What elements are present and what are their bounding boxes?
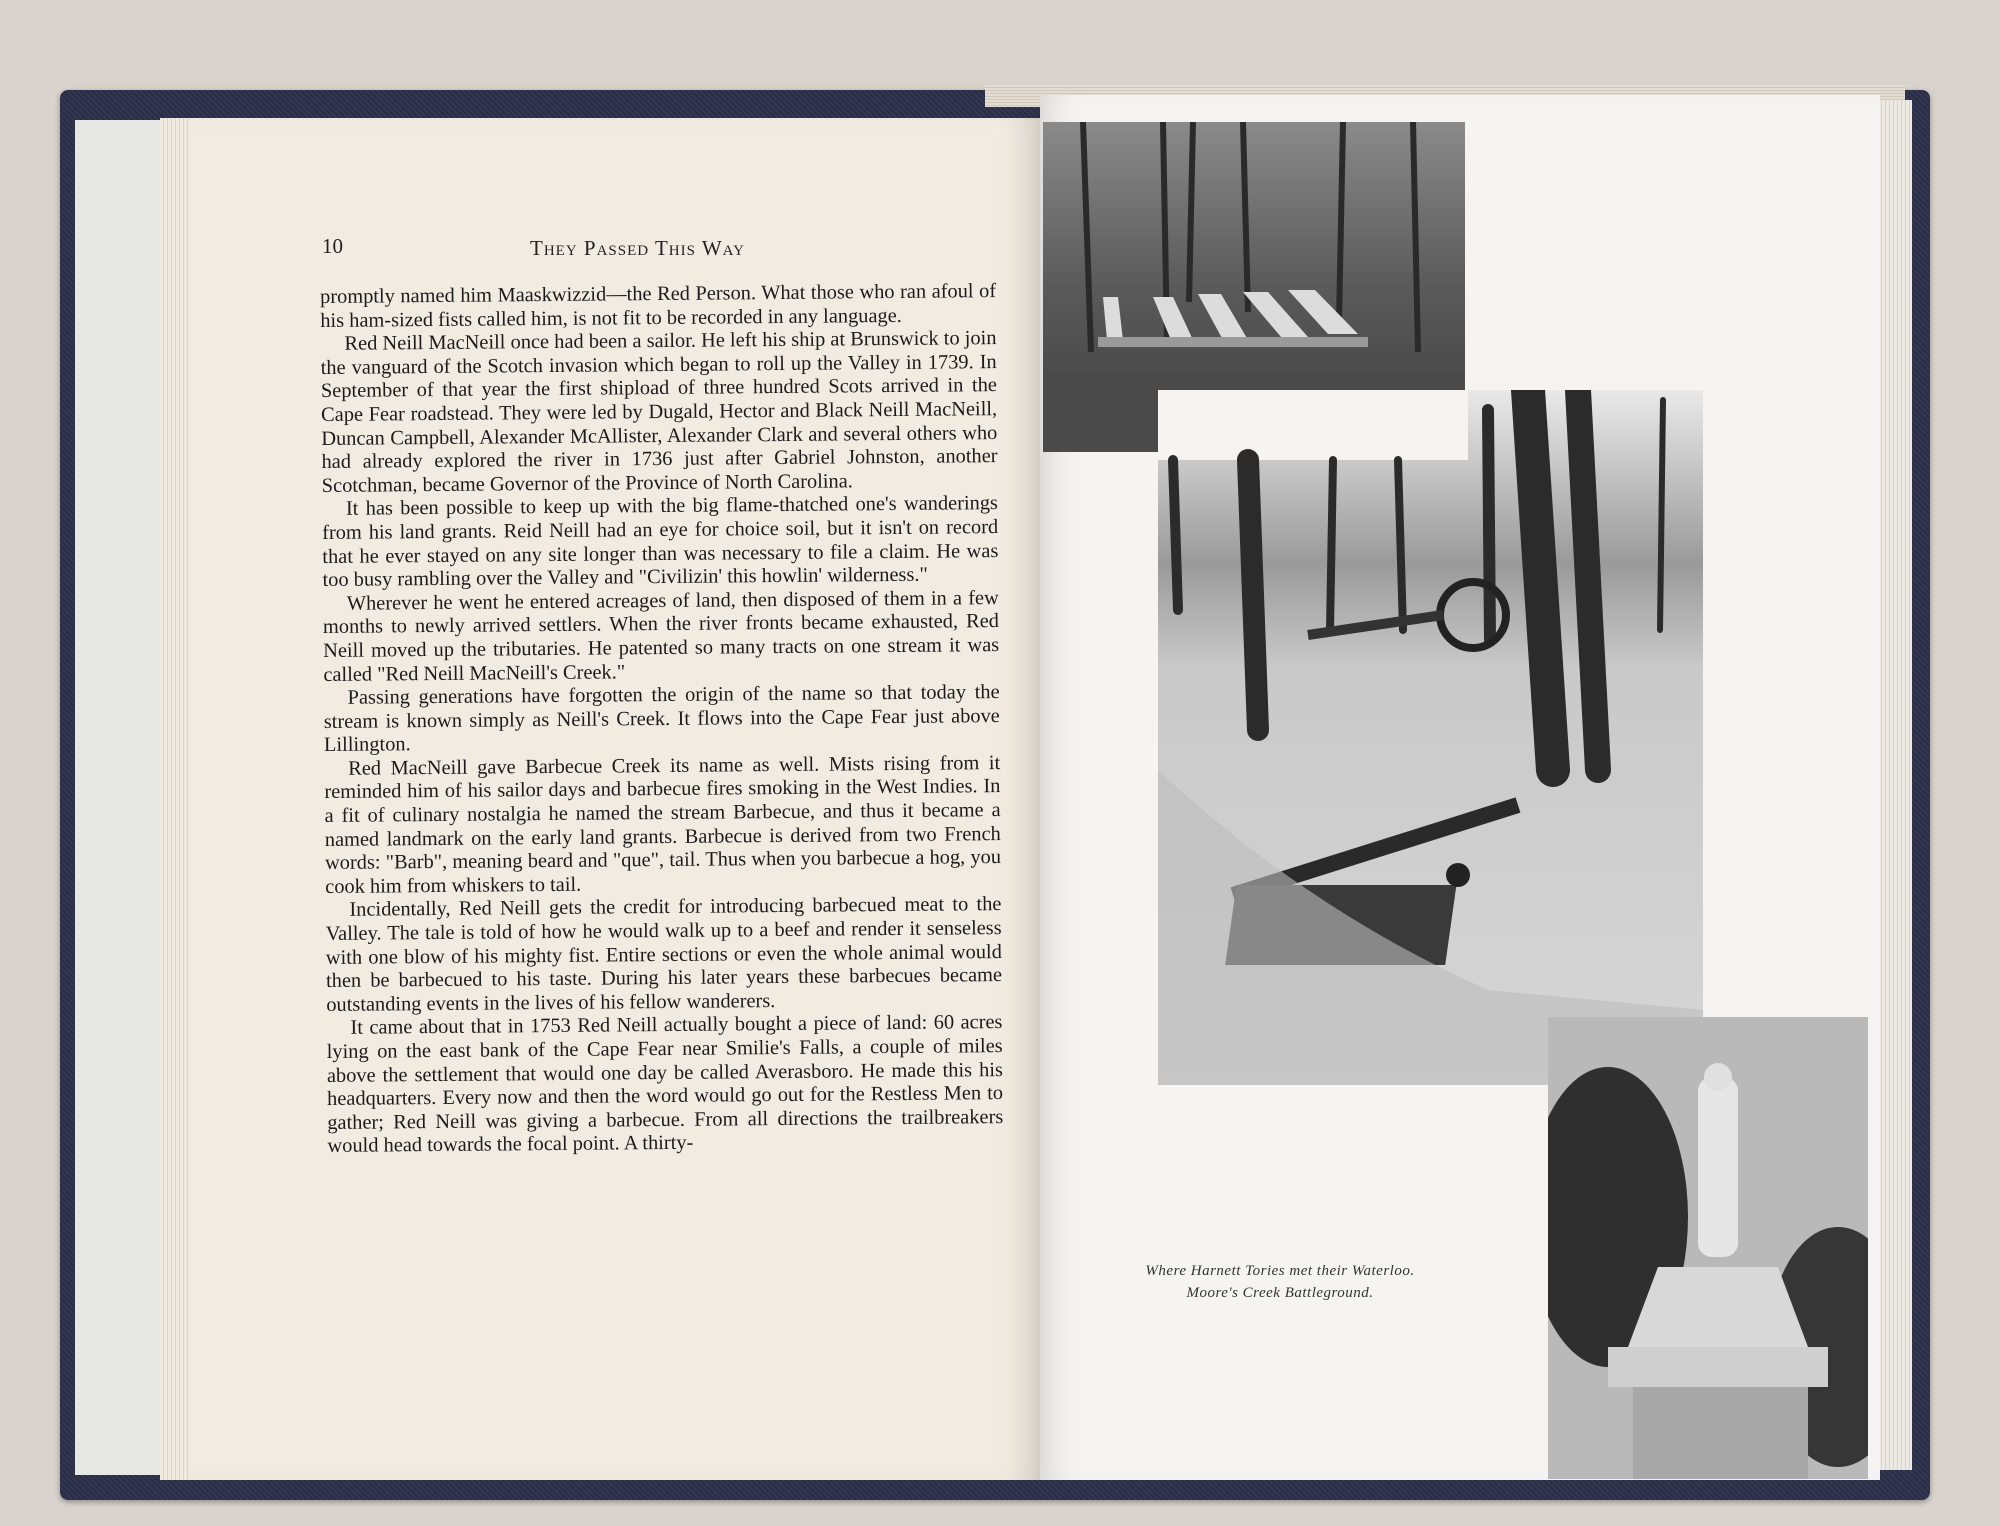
photo-caption	[1050, 1260, 1510, 1304]
caption-line-1: Where Harnett Tories met their Waterloo.	[1145, 1263, 1415, 1279]
paragraph: promptly named him Maaskwizzid—the Red Person. What those who ran afoul of his ham-sized fists called him, is not fit to be recorded in any language.	[320, 280, 997, 332]
running-head: They Passed This Way	[530, 236, 745, 260]
paragraph: Red Neill MacNeill once had been a sailor. He left his ship at Brunswick to join the vanguard of the Scotch invasion which began to roll up the Valley in 1739. In September of that year the first shipload of three hundred Scots arrived in the Cape Fear roadstead. They were led by Dugald, Hector and Black Neill MacNeill, Duncan Campbell, Alexander McAllister, Alexander Clark and several others who had already explored the river in 1736 just after Gabriel Johnston, another Scotchman, became Governor of the Province of North Carolina.	[320, 327, 998, 497]
caption-line-2: Moore's Creek Battleground.	[1186, 1285, 1374, 1301]
cannons-photo	[1158, 390, 1703, 1085]
paragraph: Incidentally, Red Neill gets the credit for introducing barbecued meat to the Valley. The tale is told of how he would walk up to a beef and render it senseless with one blow of his mighty fist. Entire sections or even the whole animal would then be barbecued to his taste. During his later years these barbecues became outstanding events in the lives of his fellow wanderers.	[325, 893, 1003, 1016]
body-text	[320, 280, 1004, 1159]
paragraph: Red MacNeill gave Barbecue Creek its name as well. Mists rising from it reminded him of his sailor days and barbecue fires smoking in the West Indies. In a fit of culinary nostalgia he named the stream Barbecue, and thus it became a named landmark on the early land grants. Barbecue is derived from two French words: "Barb", meaning beard and "que", tail. Thus when you barbecue a hog, you cook him from whiskers to tail.	[324, 751, 1002, 898]
monument-photo	[1548, 1017, 1868, 1479]
paragraph: It has been possible to keep up with the big flame-thatched one's wanderings from his land grants. Reid Neill had an eye for choice soil, but it isn't on record that he ever stayed on any site longer than was necessary to file a claim. He was too busy rambling over the Valley and "Civilizin' this howlin' wilderness."	[322, 492, 999, 592]
paragraph: It came about that in 1753 Red Neill actually bought a piece of land: 60 acres lying on the east bank of the Cape Fear near Smilie's Falls, a couple of miles above the settlement that would one day be called Averasboro. He made this his headquarters. Every now and then the word would go out for the Restless Men to gather; Red Neill was giving a barbecue. From all directions the trailbreakers would head towards the focal point. A thirty-	[326, 1011, 1004, 1158]
paragraph: Passing generations have forgotten the origin of the name so that today the stream is known simply as Neill's Creek. It flows into the Cape Fear just above Lillington.	[323, 681, 1000, 757]
paragraph: Wherever he went he entered acreages of land, then disposed of them in a few months to newly arrived settlers. When the river fronts became exhausted, Red Neill moved up the tributaries. He patented so many tracts on one stream it was called "Red Neill MacNeill's Creek."	[322, 586, 1000, 686]
page-number: 10	[322, 234, 343, 258]
